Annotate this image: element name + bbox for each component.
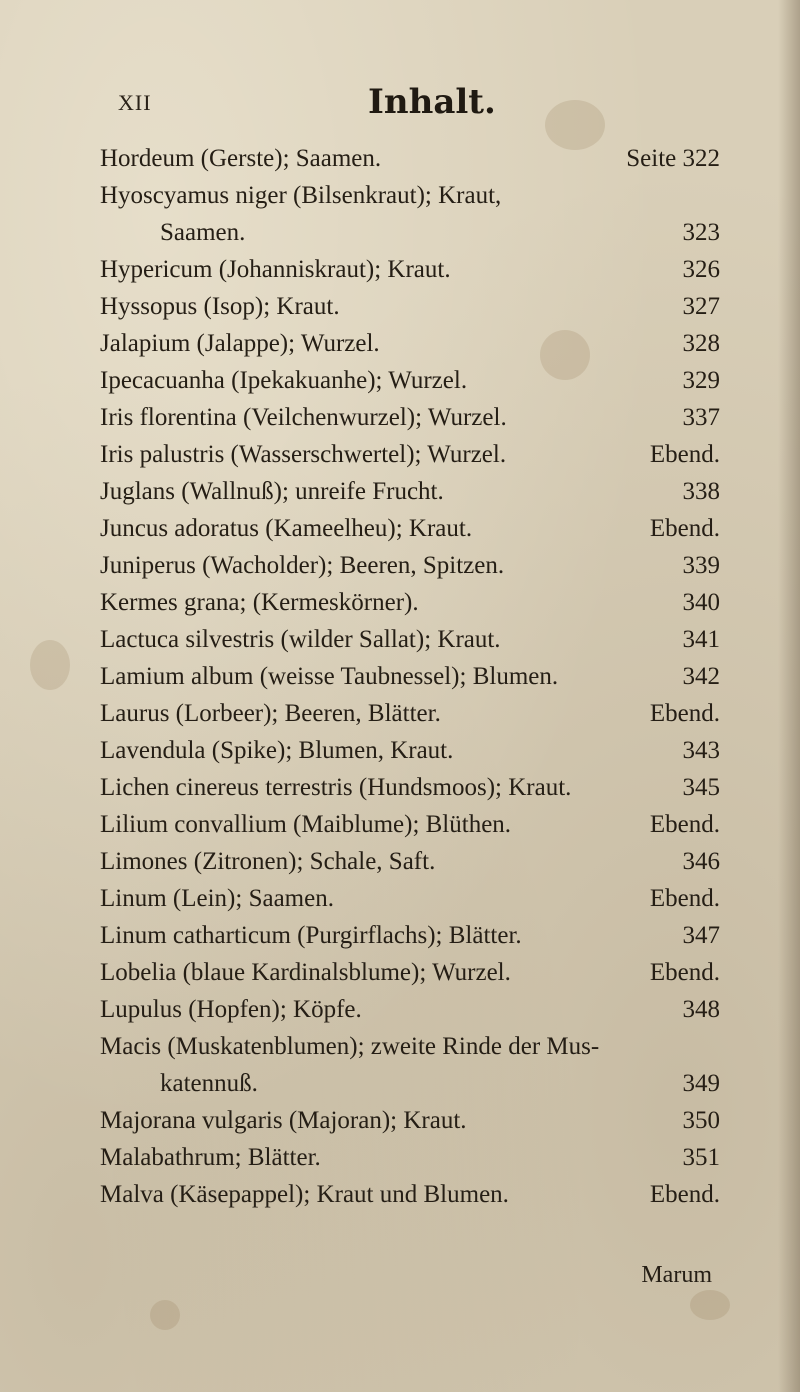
entry-text: Malva (Käsepappel); Kraut und Blumen. <box>100 1181 509 1208</box>
index-entry <box>100 473 720 510</box>
entry-page-reference: 337 <box>682 404 720 431</box>
entry-page-reference: Ebend. <box>649 700 720 727</box>
index-entry <box>100 806 720 843</box>
index-entry <box>100 510 720 547</box>
entry-text: Lactuca silvestris (wilder Sallat); Kraut. <box>100 626 501 653</box>
index-entry <box>100 547 720 584</box>
entry-text: Lilium convallium (Maiblume); Blüthen. <box>100 811 512 838</box>
index-entries <box>100 140 720 1213</box>
entry-text: Hordeum (Gerste); Saamen. <box>100 145 382 172</box>
index-entry <box>100 843 720 880</box>
index-entry <box>100 362 720 399</box>
index-entry <box>100 436 720 473</box>
entry-page-reference: 338 <box>682 478 720 505</box>
index-entry <box>100 1139 720 1176</box>
entry-page-reference: 346 <box>682 848 720 875</box>
entry-text: Saamen. <box>160 219 246 246</box>
entry-page-reference: Ebend. <box>649 515 720 542</box>
entry-page-reference: Ebend. <box>649 811 720 838</box>
index-entry <box>100 954 720 991</box>
entry-page-reference: 347 <box>682 922 720 949</box>
index-entry <box>100 658 720 695</box>
stain <box>150 1300 180 1330</box>
entry-text: katennuß. <box>160 1070 258 1097</box>
entry-text: Juniperus (Wacholder); Beeren, Spitzen. <box>100 552 505 579</box>
index-entry <box>100 621 720 658</box>
entry-text: Lobelia (blaue Kardinalsblume); Wurzel. <box>100 959 511 986</box>
entry-page-reference: 327 <box>682 293 720 320</box>
index-entry <box>100 991 720 1028</box>
entry-text: Malabathrum; Blätter. <box>100 1144 321 1171</box>
index-entry <box>100 917 720 954</box>
entry-page-reference: 350 <box>682 1107 720 1134</box>
entry-text: Iris palustris (Wasserschwertel); Wurzel. <box>100 441 507 468</box>
entry-page-reference: 326 <box>682 256 720 283</box>
entry-text: Lavendula (Spike); Blumen, Kraut. <box>100 737 454 764</box>
stain <box>30 640 70 690</box>
index-entry <box>100 1102 720 1139</box>
index-entry <box>100 325 720 362</box>
entry-text: Linum (Lein); Saamen. <box>100 885 334 912</box>
index-entry <box>100 214 720 251</box>
index-entry <box>100 1176 720 1213</box>
entry-page-reference: 342 <box>682 663 720 690</box>
page-edge-shadow <box>778 0 800 1392</box>
entry-text: Juglans (Wallnuß); unreife Frucht. <box>100 478 444 505</box>
entry-text: Hyssopus (Isop); Kraut. <box>100 293 340 320</box>
entry-page-reference: 339 <box>682 552 720 579</box>
index-entry <box>100 769 720 806</box>
index-entry <box>100 880 720 917</box>
index-entry <box>100 732 720 769</box>
index-entry <box>100 140 720 177</box>
entry-text: Hyoscyamus niger (Bilsenkraut); Kraut, <box>100 182 502 209</box>
entry-text: Hypericum (Johanniskraut); Kraut. <box>100 256 451 283</box>
entry-text: Iris florentina (Veilchenwurzel); Wurzel. <box>100 404 507 431</box>
entry-page-reference: 341 <box>682 626 720 653</box>
entry-text: Lupulus (Hopfen); Köpfe. <box>100 996 362 1023</box>
index-entry <box>100 251 720 288</box>
entry-text: Juncus adoratus (Kameelheu); Kraut. <box>100 515 473 542</box>
index-entry <box>100 695 720 732</box>
index-entry <box>100 399 720 436</box>
entry-page-reference: 323 <box>682 219 720 246</box>
entry-text: Majorana vulgaris (Majoran); Kraut. <box>100 1107 467 1134</box>
page-number: XII <box>118 90 152 115</box>
entry-page-reference: Ebend. <box>649 1181 720 1208</box>
entry-text: Kermes grana; (Kermeskörner). <box>100 589 419 616</box>
entry-text: Limones (Zitronen); Schale, Saft. <box>100 848 436 875</box>
entry-page-reference: 340 <box>682 589 720 616</box>
entry-page-reference: Ebend. <box>649 885 720 912</box>
entry-text: Laurus (Lorbeer); Beeren, Blätter. <box>100 700 441 727</box>
entry-page-reference: 351 <box>682 1144 720 1171</box>
entry-page-reference: 329 <box>682 367 720 394</box>
entry-page-reference: 343 <box>682 737 720 764</box>
entry-text: Jalapium (Jalappe); Wurzel. <box>100 330 380 357</box>
index-entry <box>100 1028 720 1065</box>
running-header <box>118 82 678 122</box>
entry-text: Lamium album (weisse Taubnessel); Blumen. <box>100 663 559 690</box>
index-entry <box>100 177 720 214</box>
stain <box>690 1290 730 1320</box>
index-entry <box>100 584 720 621</box>
index-entry <box>100 1065 720 1102</box>
entry-page-reference: 328 <box>682 330 720 357</box>
index-entry <box>100 288 720 325</box>
entry-page-reference: Seite 322 <box>626 145 720 172</box>
catchword: Marum <box>641 1262 712 1288</box>
entry-page-reference: 349 <box>682 1070 720 1097</box>
entry-page-reference: 348 <box>682 996 720 1023</box>
entry-text: Lichen cinereus terrestris (Hundsmoos); Kraut. <box>100 774 572 801</box>
entry-page-reference: Ebend. <box>649 959 720 986</box>
page-title: Inhalt. <box>368 82 496 122</box>
entry-text: Linum catharticum (Purgirflachs); Blätter. <box>100 922 522 949</box>
entry-page-reference: 345 <box>682 774 720 801</box>
entry-text: Ipecacuanha (Ipekakuanhe); Wurzel. <box>100 367 468 394</box>
entry-page-reference: Ebend. <box>649 441 720 468</box>
entry-text: Macis (Muskatenblumen); zweite Rinde der Mus- <box>100 1033 600 1060</box>
